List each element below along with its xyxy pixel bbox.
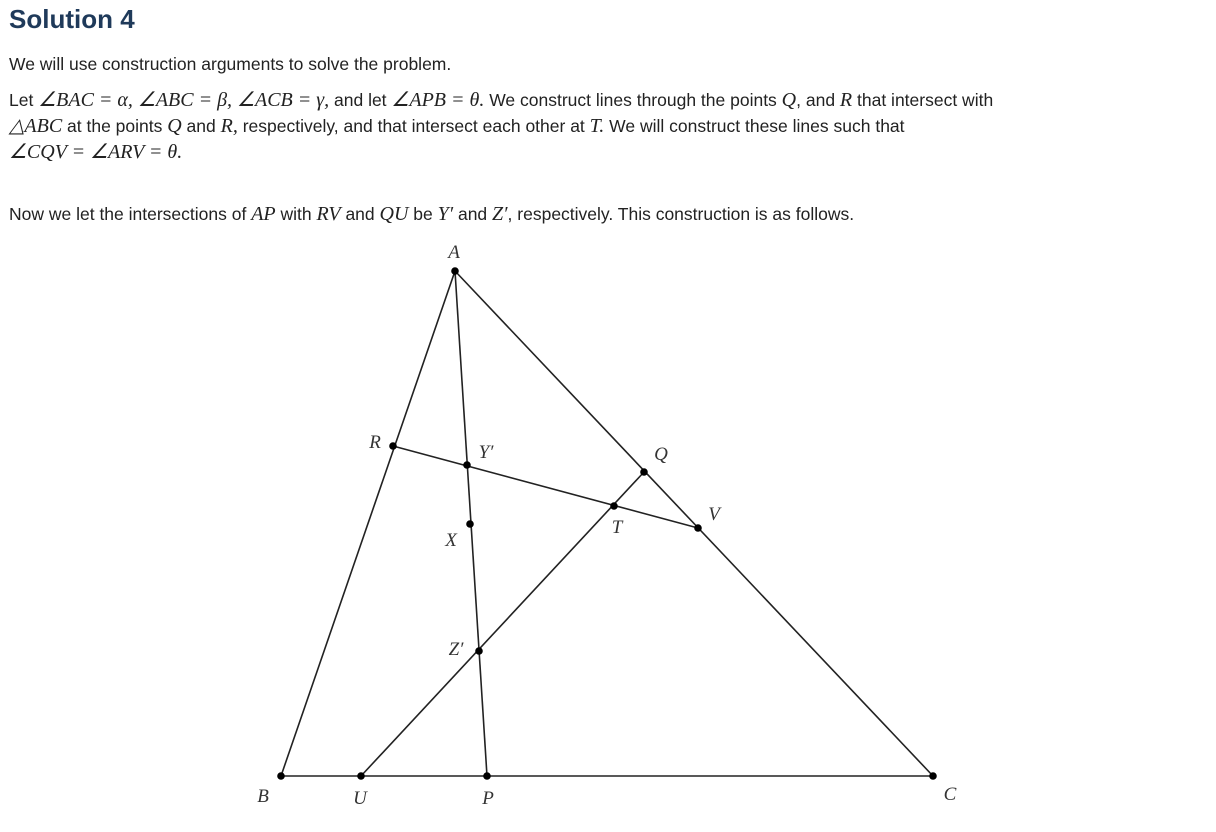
point-label-c: C [943, 784, 957, 805]
text: that intersect with [852, 90, 994, 110]
point-q [640, 468, 648, 476]
text: be [408, 204, 438, 224]
text: Let [9, 90, 39, 110]
point-label-q: Q [654, 444, 668, 465]
point-label-b: B [257, 786, 269, 807]
point-label-zp: Z′ [448, 639, 464, 660]
point-label-v: V [708, 504, 720, 525]
point-t [610, 502, 618, 510]
segment-uq [361, 472, 644, 776]
text: We will construct these lines such that [604, 116, 905, 136]
point-zp [475, 647, 483, 655]
segment-ab [281, 271, 455, 776]
definitions-paragraph [9, 87, 993, 165]
point-label-t: T [611, 517, 623, 538]
point-p [483, 772, 491, 780]
math-q: Q [781, 89, 797, 111]
point-label-r: R [369, 432, 381, 453]
point-c [929, 772, 937, 780]
math-t: T. [589, 115, 605, 137]
math-q: Q [167, 115, 182, 137]
point-u [357, 772, 365, 780]
math-angle-equation: ∠CQV = ∠ARV = θ. [9, 141, 183, 163]
solution-title: Solution 4 [9, 4, 135, 34]
point-x [466, 520, 474, 528]
math-angle-apb: ∠APB = θ. [391, 89, 485, 111]
point-label-x: X [445, 530, 457, 551]
point-label-u: U [353, 788, 367, 809]
text: at the points [62, 116, 168, 136]
point-r [389, 442, 397, 450]
point-label-p: P [482, 788, 494, 809]
math-ap: AP [251, 203, 276, 225]
text: , and [796, 90, 840, 110]
point-b [277, 772, 285, 780]
text: , respectively. This construction is as follows. [507, 204, 855, 224]
math-triangle: △ABC [9, 115, 63, 137]
text: and [181, 116, 221, 136]
point-label-a: A [448, 242, 460, 263]
math-z-prime: Z′ [492, 203, 508, 225]
segment-ac [455, 271, 933, 776]
point-label-yp: Y′ [478, 442, 494, 463]
geometry-figure [0, 236, 1216, 826]
point-yp [463, 461, 471, 469]
text: with [275, 204, 317, 224]
point-v [694, 524, 702, 532]
math-qu: QU [379, 203, 409, 225]
text: We construct lines through the points [484, 90, 782, 110]
text: and [453, 204, 493, 224]
text: Now we let the intersections of [9, 204, 252, 224]
point-a [451, 267, 459, 275]
math-angles: ∠BAC = α, ∠ABC = β, ∠ACB = γ, [38, 89, 330, 111]
intro-paragraph: We will use construction arguments to solve the problem. [9, 54, 452, 74]
math-r: R, [220, 115, 238, 137]
text: and let [329, 90, 392, 110]
text: respectively, and that intersect each other at [237, 116, 590, 136]
text: and [340, 204, 380, 224]
intersections-paragraph [9, 201, 854, 227]
math-y-prime: Y′ [437, 203, 454, 225]
math-rv: RV [316, 203, 341, 225]
math-r: R [839, 89, 853, 111]
segment-rv [393, 446, 698, 528]
